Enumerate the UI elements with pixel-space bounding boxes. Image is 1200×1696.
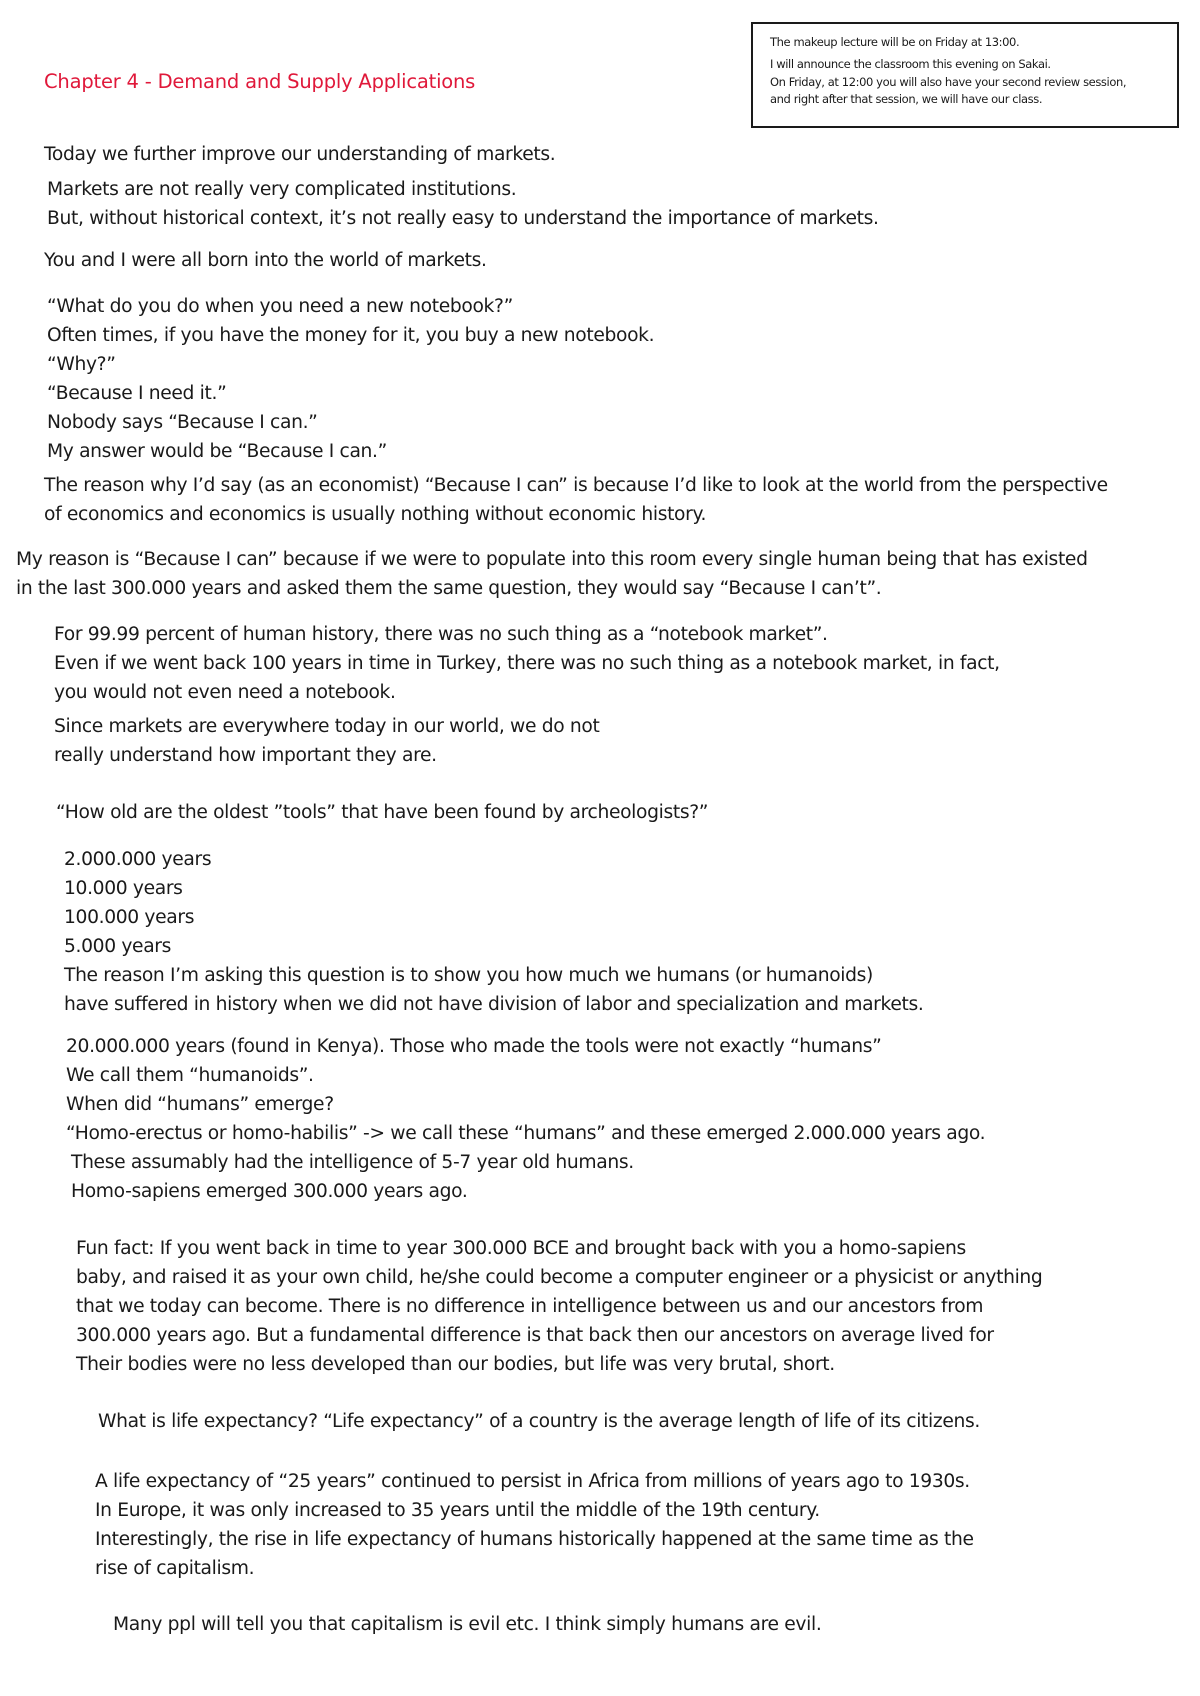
text-line: The reason why I’d say (as an economist) “Because I can” is because I’d like to look at the world from the perspective xyxy=(44,475,1108,496)
text-line: in the last 300.000 years and asked them the same question, they would say “Because I can’t”. xyxy=(16,578,882,599)
text-line: “Homo-erectus or homo-habilis” -> we call these “humans” and these emerged 2.000.000 years ago. xyxy=(66,1123,986,1144)
text-line: Nobody says “Because I can.” xyxy=(47,412,318,433)
text-line: In Europe, it was only increased to 35 years until the middle of the 19th century. xyxy=(95,1500,820,1521)
chapter-title: Chapter 4 - Demand and Supply Applications xyxy=(44,70,476,93)
announcement-line: The makeup lecture will be on Friday at 13:00. xyxy=(770,35,1020,49)
text-line: But, without historical context, it’s not really easy to understand the importance of markets. xyxy=(47,208,879,229)
text-line: Even if we went back 100 years in time in Turkey, there was no such thing as a notebook market, in fact, xyxy=(54,653,1000,674)
text-line: Interestingly, the rise in life expectancy of humans historically happened at the same time as the xyxy=(95,1529,974,1550)
text-line: Today we further improve our understanding of markets. xyxy=(44,144,556,165)
text-line: you would not even need a notebook. xyxy=(54,682,396,703)
text-line: Markets are not really very complicated institutions. xyxy=(47,179,517,200)
text-line: Fun fact: If you went back in time to year 300.000 BCE and brought back with you a homo-sapiens xyxy=(76,1238,966,1259)
text-line: 2.000.000 years xyxy=(64,849,212,870)
text-line: 100.000 years xyxy=(64,907,195,928)
announcement-box xyxy=(751,22,1179,128)
text-line: “Because I need it.” xyxy=(47,383,227,404)
announcement-line: I will announce the classroom this evening on Sakai. xyxy=(770,57,1051,71)
text-line: Since markets are everywhere today in our world, we do not xyxy=(54,716,600,737)
text-line: that we today can become. There is no difference in intelligence between us and our ancestors from xyxy=(76,1296,984,1317)
text-line: have suffered in history when we did not have division of labor and specialization and markets. xyxy=(64,994,924,1015)
text-line: Many ppl will tell you that capitalism is evil etc. I think simply humans are evil. xyxy=(113,1614,822,1635)
text-line: 10.000 years xyxy=(64,878,183,899)
text-line: rise of capitalism. xyxy=(95,1558,255,1579)
text-line: These assumably had the intelligence of 5-7 year old humans. xyxy=(71,1152,634,1173)
text-line: baby, and raised it as your own child, he/she could become a computer engineer or a physicist or anything xyxy=(76,1267,1043,1288)
text-line: For 99.99 percent of human history, there was no such thing as a “notebook market”. xyxy=(54,624,828,645)
announcement-line: On Friday, at 12:00 you will also have your second review session, xyxy=(770,75,1127,89)
text-line: Their bodies were no less developed than our bodies, but life was very brutal, short. xyxy=(76,1354,835,1375)
text-line: When did “humans” emerge? xyxy=(66,1094,334,1115)
text-line: 5.000 years xyxy=(64,936,172,957)
text-line: My answer would be “Because I can.” xyxy=(47,441,387,462)
text-line: A life expectancy of “25 years” continued to persist in Africa from millions of years ago to 1930s. xyxy=(95,1471,970,1492)
text-line: Often times, if you have the money for it, you buy a new notebook. xyxy=(47,325,655,346)
text-line: “What do you do when you need a new notebook?” xyxy=(47,296,513,317)
text-line: You and I were all born into the world of markets. xyxy=(44,250,487,271)
text-line: “Why?” xyxy=(47,354,116,375)
text-line: Homo-sapiens emerged 300.000 years ago. xyxy=(71,1181,468,1202)
text-line: of economics and economics is usually nothing without economic history. xyxy=(44,504,707,525)
text-line: The reason I’m asking this question is to show you how much we humans (or humanoids) xyxy=(64,965,873,986)
text-line: “How old are the oldest ”tools” that have been found by archeologists?” xyxy=(56,802,709,823)
text-line: What is life expectancy? “Life expectancy” of a country is the average length of life of its citizens. xyxy=(98,1411,980,1432)
text-line: We call them “humanoids”. xyxy=(66,1065,314,1086)
text-line: really understand how important they are. xyxy=(54,745,437,766)
announcement-line: and right after that session, we will have our class. xyxy=(770,92,1043,106)
text-line: My reason is “Because I can” because if we were to populate into this room every single human being that has existed xyxy=(16,549,1088,570)
text-line: 300.000 years ago. But a fundamental difference is that back then our ancestors on average lived for xyxy=(76,1325,994,1346)
text-line: 20.000.000 years (found in Kenya). Those who made the tools were not exactly “humans” xyxy=(66,1036,882,1057)
